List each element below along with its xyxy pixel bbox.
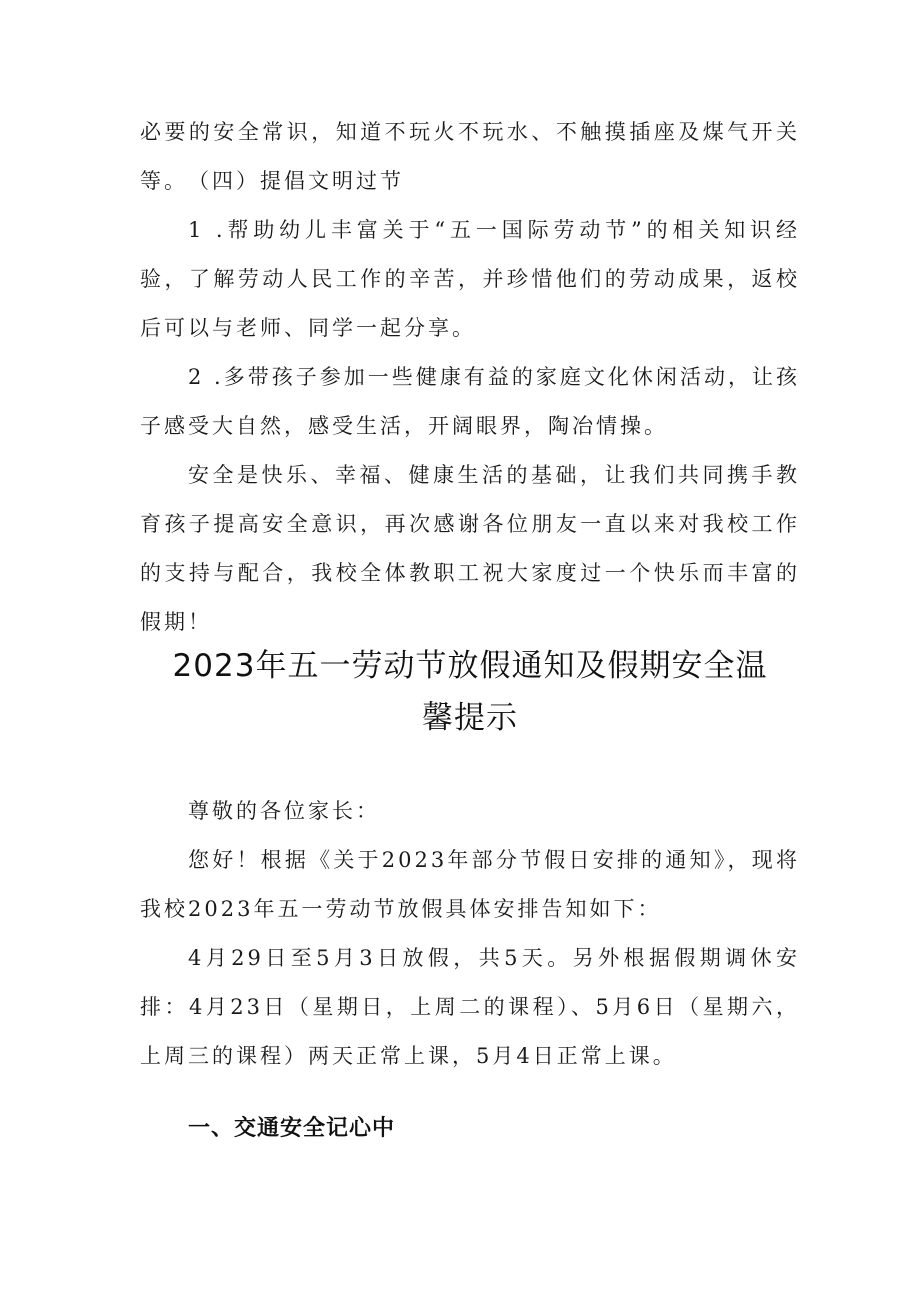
paragraph-item-2: 2 .多带孩子参加一些健康有益的家庭文化休闲活动，让孩子感受大自然，感受生活，开阔眼界，陶冶情操。 <box>140 365 800 438</box>
section-heading-four: （四）提倡文明过节 <box>188 169 404 193</box>
paragraph-intro: 您好！根据《关于2023年部分节假日安排的通知》，现将我校2023年五一劳动节放假具体安排告知如下： <box>140 848 800 921</box>
document-title <box>140 640 800 744</box>
title-line-2: 馨提示 <box>422 700 518 736</box>
title-line-1: 2023年五一劳动节放假通知及假期安全温 <box>172 648 768 684</box>
paragraph-schedule: 4月29日至5月3日放假，共5天。另外根据假期调休安排：4月23日（星期日，上周二的课程）、5月6日（星期六，上周三的课程）两天正常上课，5月4日正常上课。 <box>140 946 800 1068</box>
paragraph-safety-knowledge: 必要的安全常识，知道不玩火不玩水、不触摸插座及煤气开关等。 <box>140 120 800 193</box>
paragraph-closing: 安全是快乐、幸福、健康生活的基础，让我们共同携手教育孩子提高安全意识，再次感谢各位朋友一直以来对我校工作的支持与配合，我校全体教职工祝大家度过一个快乐而丰富的假期！ <box>140 463 800 634</box>
paragraph-item-1: 1 .帮助幼儿丰富关于“五一国际劳动节”的相关知识经验，了解劳动人民工作的辛苦，并珍惜他们的劳动成果，返校后可以与老师、同学一起分享。 <box>140 218 800 340</box>
section-heading-traffic: 一、交通安全记心中 <box>188 1116 396 1141</box>
greeting: 尊敬的各位家长： <box>188 799 380 823</box>
